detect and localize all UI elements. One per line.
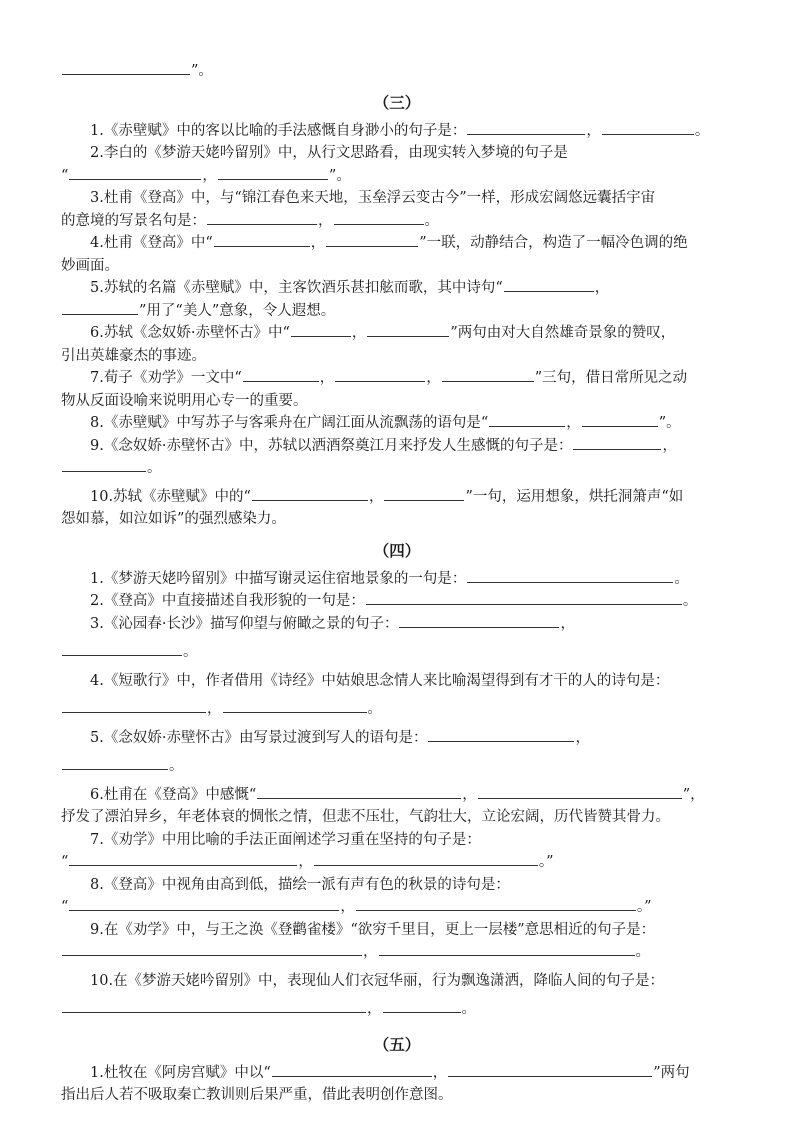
question-4-4-cont: ， 。 xyxy=(61,698,733,721)
question-4-7: 7.《劝学》中用比喻的手法正面阐述学习重在坚持的句子是： xyxy=(90,831,481,848)
answer-blank[interactable] xyxy=(62,641,182,656)
question-4-9: 9.在《劝学》中，与王之涣《登鹳雀楼》“欲穷千里目，更上一层楼”意思相近的句子是： xyxy=(90,921,656,938)
question-3-2: 2.李白的《梦游天姥吟留别》中，从行文思路看，由现实转入梦境的句子是 xyxy=(90,145,568,161)
answer-blank[interactable] xyxy=(366,590,682,605)
answer-blank[interactable] xyxy=(314,851,538,866)
answer-blank[interactable] xyxy=(334,210,424,225)
question-3-2-cont: “ ， ”。 xyxy=(61,165,733,188)
question-3-6: 6.苏轼《念奴娇·赤壁怀古》中“ ， ”两句由对大自然雄奇景象的赞叹， xyxy=(61,322,733,345)
question-3-1: 1.《赤壁赋》中的客以比喻的手法感慨自身渺小的句子是： ， 。 xyxy=(61,120,733,143)
carry-over-line: ”。 xyxy=(61,60,733,83)
answer-blank[interactable] xyxy=(448,1062,652,1077)
question-4-8: 8.《登高》中视角由高到低，描绘一派有声有色的秋景的诗句是： xyxy=(90,876,510,893)
question-4-6: 6.杜甫在《登高》中感慨“ ， ”， xyxy=(61,784,733,807)
answer-blank[interactable] xyxy=(69,165,201,180)
question-4-6-cont: 抒发了漂泊异乡，年老体衰的惆怅之情，但悲不压壮，气韵壮大，立论宏阔，历代皆赞其骨力。 xyxy=(61,809,670,825)
answer-blank[interactable] xyxy=(62,998,366,1013)
answer-blank[interactable] xyxy=(62,60,190,75)
question-3-9: 9.《念奴娇·赤壁怀古》中，苏轼以洒酒祭奠江月来抒发人生感慨的句子是： ， xyxy=(61,435,733,458)
question-3-4: 4.杜甫《登高》中“ ， ”一联，动静结合，构造了一幅冷色调的绝 xyxy=(61,232,733,255)
answer-blank[interactable] xyxy=(326,232,418,247)
answer-blank[interactable] xyxy=(214,232,310,247)
answer-blank[interactable] xyxy=(489,412,565,427)
answer-blank[interactable] xyxy=(442,367,534,382)
answer-blank[interactable] xyxy=(384,486,464,501)
question-3-3-cont: 的意境的写景名句是： ， 。 xyxy=(61,210,733,233)
question-3-4-cont: 妙画面。 xyxy=(61,257,119,274)
section-heading-4: （四） xyxy=(373,540,421,560)
answer-blank[interactable] xyxy=(573,435,661,450)
answer-blank[interactable] xyxy=(379,941,635,956)
answer-blank[interactable] xyxy=(478,784,682,799)
question-4-2: 2.《登高》中直接描述自我形貌的一句是： 。 xyxy=(61,590,733,613)
answer-blank[interactable] xyxy=(291,322,351,337)
question-3-3: 3.杜甫《登高》中，与“锦江春色来天地，玉垒浮云变古今”一样，形成宏阔悠远囊括宇宙 xyxy=(90,190,656,206)
answer-blank[interactable] xyxy=(428,727,574,742)
answer-blank[interactable] xyxy=(383,998,461,1013)
answer-blank[interactable] xyxy=(356,896,636,911)
question-4-5: 5.《念奴娇·赤壁怀古》由写景过渡到写人的语句是： ， xyxy=(61,727,733,750)
answer-blank[interactable] xyxy=(69,896,339,911)
question-4-1: 1.《梦游天姥吟留别》中描写谢灵运住宿地景象的一句是： 。 xyxy=(61,568,733,591)
answer-blank[interactable] xyxy=(467,120,585,135)
question-4-10: 10.在《梦游天姥吟留别》中，表现仙人们衣冠华丽，行为飘逸潇洒，降临人间的句子是： xyxy=(90,972,665,989)
answer-blank[interactable] xyxy=(207,210,317,225)
question-4-4: 4.《短歌行》中，作者借用《诗经》中姑娘思念情人来比喻渴望得到有才干的人的诗句是： xyxy=(90,672,670,689)
question-3-10-cont: 怨如慕，如泣如诉”的强烈感染力。 xyxy=(61,511,286,527)
question-3-6-cont: 引出英雄豪杰的事迹。 xyxy=(61,347,206,364)
question-3-5: 5.苏轼的名篇《赤壁赋》中，主客饮酒乐甚扣舷而歌，其中诗句“ ， xyxy=(61,277,733,300)
answer-blank[interactable] xyxy=(272,1062,432,1077)
answer-blank[interactable] xyxy=(602,120,694,135)
answer-blank[interactable] xyxy=(252,486,368,501)
question-3-7-cont: 物从反面设喻来说明用心专一的重要。 xyxy=(61,392,308,409)
section-heading-3: （三） xyxy=(373,92,421,112)
question-4-9-cont: ， 。 xyxy=(61,941,733,964)
question-4-3-cont: 。 xyxy=(61,641,733,664)
question-3-8: 8.《赤壁赋》中写苏子与客乘舟在广阔江面从流飘荡的语句是“ ， ”。 xyxy=(61,412,733,435)
question-4-8-cont: “ ， 。” xyxy=(61,896,733,919)
question-3-10: 10.苏轼《赤壁赋》中的“ ， ”一句，运用想象，烘托洞箫声“如 xyxy=(61,486,733,509)
question-5-1-cont: 指出后人若不吸取秦亡教训则后果严重，借此表明创作意图。 xyxy=(61,1087,453,1103)
answer-blank[interactable] xyxy=(223,698,367,713)
section-heading-5: （五） xyxy=(373,1034,421,1054)
answer-blank[interactable] xyxy=(335,367,425,382)
worksheet-page xyxy=(61,60,733,1107)
answer-blank[interactable] xyxy=(399,613,559,628)
answer-blank[interactable] xyxy=(257,784,461,799)
answer-blank[interactable] xyxy=(218,165,328,180)
question-4-10-cont: ， 。 xyxy=(61,998,733,1021)
question-4-3: 3.《沁园春·长沙》描写仰望与俯瞰之景的句子： ， xyxy=(61,613,733,636)
answer-blank[interactable] xyxy=(367,322,449,337)
question-4-5-cont: 。 xyxy=(61,755,733,778)
answer-blank[interactable] xyxy=(62,755,168,770)
answer-blank[interactable] xyxy=(62,457,146,472)
answer-blank[interactable] xyxy=(243,367,319,382)
answer-blank[interactable] xyxy=(582,412,658,427)
answer-blank[interactable] xyxy=(62,941,362,956)
question-4-7-cont: “ ， 。” xyxy=(61,851,733,874)
answer-blank[interactable] xyxy=(62,300,138,315)
question-3-5-cont: ”用了“美人”意象，令人遐想。 xyxy=(61,300,733,323)
question-3-9-cont: 。 xyxy=(61,457,733,480)
answer-blank[interactable] xyxy=(69,851,297,866)
answer-blank[interactable] xyxy=(467,568,673,583)
question-3-7: 7.荀子《劝学》一文中“ ， ， ”三句，借日常所见之动 xyxy=(61,367,733,390)
question-5-1: 1.杜牧在《阿房宫赋》中以“ ， ”两句 xyxy=(61,1062,733,1085)
answer-blank[interactable] xyxy=(504,277,594,292)
answer-blank[interactable] xyxy=(62,698,206,713)
